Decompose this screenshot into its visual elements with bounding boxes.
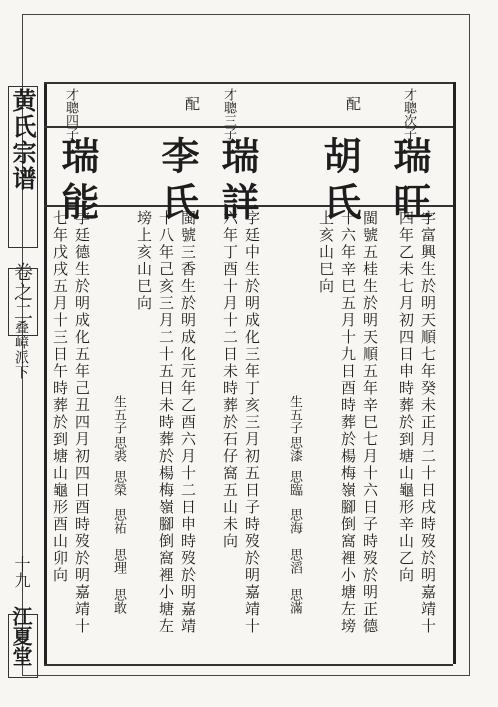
bio-line: 字廷中生於明成化三年丁亥三月初五日子時歿於明嘉靖十 [243,210,261,635]
bottom-rule [44,664,453,666]
spouse-marker: 配 [344,96,362,111]
spouse-bio-line: 塝上亥山巳向 [135,210,153,312]
spouse-bio-line: 十六年辛巳五月十九日酉時葬於楊梅嶺腳倒窩裡小塘左塝 [339,210,357,635]
child-name: 思敢 [111,588,126,614]
child-name: 思榮 [111,470,126,496]
relation-rule [44,126,453,128]
bio-line: 六年丁酉十月十二日未時葬於石仔窩五山未向 [221,210,239,550]
spouse-bio-line: 閩號五桂生於明天順五年辛巳七月十六日子時歿於明正德 [361,210,379,635]
branch-label: 叠嶂派下 [13,320,29,380]
child-name: 思漆 [287,436,302,462]
person-name: 瑞能 [55,136,100,228]
spouse-bio-line: 閩號三香生於明成化元年乙酉六月十二日申時歿於明嘉靖 [179,210,197,635]
relation-label: 才聰次子 [401,88,416,140]
child-name: 思海 [287,508,302,534]
children-label: 生五子 [287,395,302,434]
child-name: 思裘 [111,436,126,462]
spouse-marker: 配 [183,96,201,111]
spouse-bio-line: 上亥山巳向 [317,210,335,295]
volume-label: 卷之二 [11,262,33,322]
bio-line: 字廷德生於明成化五年己丑四月初四日酉時歿於明嘉靖十 [73,210,91,635]
bio-line: 七年戊戌五月十三日午時葬於到塘山龜形酉山卯向 [51,210,69,584]
top-rule [44,82,453,84]
relation-label: 才聰三子 [221,88,236,140]
hall-name: 江夏堂 [9,606,33,666]
spouse-name: 李氏 [155,136,200,228]
bio-line: 字富興生於明天順七年癸未正月二十日戌時歿於明嘉靖十 [419,210,437,635]
child-name: 思祐 [111,508,126,534]
page-number: 十九 [12,556,31,588]
child-name: 思臨 [287,470,302,496]
bio-line: 四年乙未七月初四日申時葬於到塘山龜形辛山乙向 [397,210,415,584]
relation-label: 才聰四子 [63,88,78,140]
spouse-bio-line: 十八年己亥三月二十五日未時葬於楊梅嶺腳倒窩裡小塘左 [157,210,175,635]
spouse-name: 胡氏 [317,136,362,228]
children-label: 生五子 [111,395,126,434]
person-name: 瑞旺 [387,136,432,228]
child-name: 思滿 [287,588,302,614]
person-name: 瑞詳 [215,136,260,228]
genealogy-title: 黄氏宗谱 [8,88,37,192]
child-name: 思滔 [287,548,302,574]
child-name: 思理 [111,548,126,574]
